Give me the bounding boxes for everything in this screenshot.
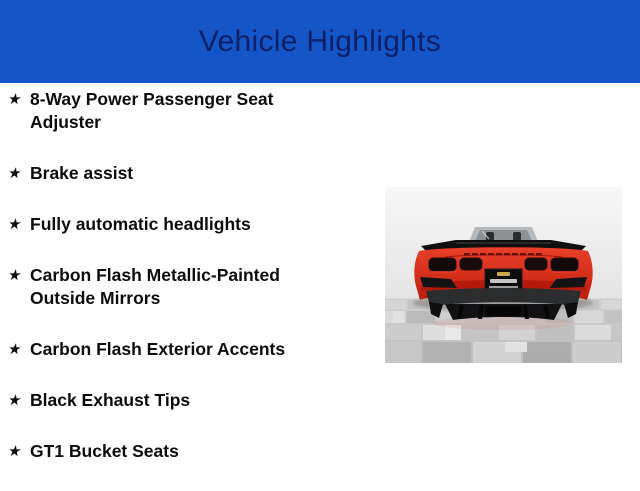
list-item-label: Carbon Flash Metallic-Painted Outside Mirrors — [30, 265, 280, 308]
star-bullet-icon: ★ — [6, 91, 23, 108]
star-bullet-icon: ★ — [6, 267, 23, 284]
list-item — [8, 162, 328, 185]
list-item-label: 8-Way Power Passenger Seat Adjuster — [30, 89, 274, 132]
star-bullet-icon: ★ — [6, 392, 23, 409]
list-item-label: Black Exhaust Tips — [30, 390, 191, 410]
list-item-label: Brake assist — [30, 163, 134, 183]
star-bullet-icon: ★ — [6, 341, 23, 358]
vehicle-photo — [385, 187, 622, 363]
car-photo-illustration — [385, 187, 622, 363]
list-item — [8, 389, 328, 412]
list-item-label: GT1 Bucket Seats — [30, 441, 179, 461]
highlights-list — [8, 88, 328, 491]
star-bullet-icon: ★ — [6, 165, 23, 182]
list-item — [8, 440, 328, 463]
list-item — [8, 338, 328, 361]
header-banner — [0, 0, 640, 83]
list-item-label: Fully automatic headlights — [30, 214, 251, 234]
list-item — [8, 264, 328, 310]
list-item — [8, 213, 328, 236]
page-title: Vehicle Highlights — [198, 24, 442, 58]
star-bullet-icon: ★ — [6, 443, 23, 460]
list-item — [8, 88, 328, 134]
star-bullet-icon: ★ — [6, 216, 23, 233]
list-item-label: Carbon Flash Exterior Accents — [30, 339, 286, 359]
